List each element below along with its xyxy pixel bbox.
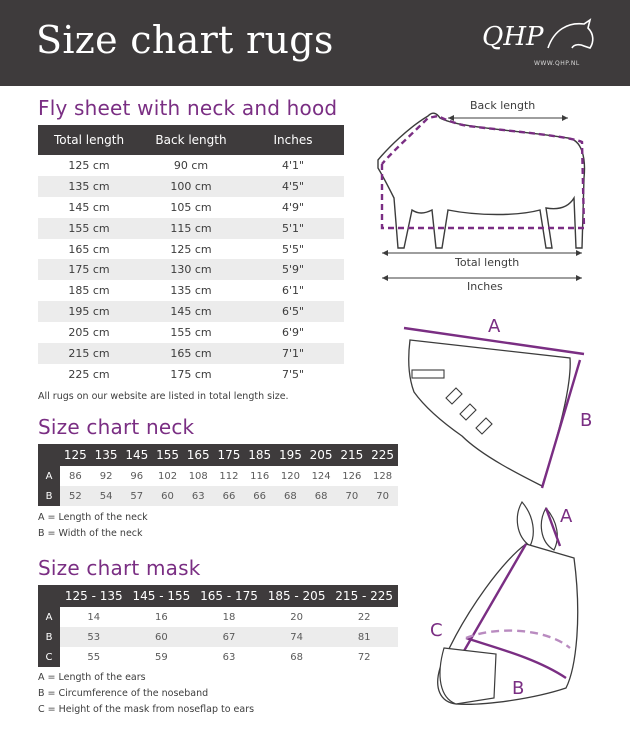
column-header: 125 - 135: [60, 585, 128, 607]
table-cell: 18: [222, 611, 236, 623]
table-cell: 7'5": [281, 367, 305, 381]
neck-legend-b: B = Width of the neck: [38, 528, 143, 539]
neck-letter-b: B: [580, 410, 593, 431]
column-header: 185 - 205: [263, 585, 331, 607]
table-row: [38, 239, 344, 260]
table-cell: 54: [91, 486, 122, 506]
column-header: 125: [60, 444, 91, 466]
table-row: [38, 486, 398, 506]
column-header: 145 - 155: [128, 585, 196, 607]
table-cell: 135 cm: [38, 176, 140, 197]
table-row: [38, 301, 344, 322]
table-cell: 86: [68, 470, 82, 482]
mask-legend-c: C = Height of the mask from noseflap to ears: [38, 704, 255, 715]
table-cell: 115 cm: [140, 218, 242, 239]
corner-cell: [38, 444, 60, 466]
table-cell: 14: [87, 611, 101, 623]
table-cell: 52: [60, 486, 91, 506]
mask-legend-a: A = Length of the ears: [38, 672, 146, 683]
logo-url: WWW.QHP.NL: [534, 60, 580, 67]
table-cell: 6'9": [281, 326, 305, 340]
table-row: [38, 259, 344, 280]
table-cell: 16: [155, 611, 168, 623]
table-cell: 205 cm: [68, 326, 110, 340]
neck-title: Size chart neck: [38, 415, 195, 439]
table-cell: 57: [121, 486, 152, 506]
column-header: 135: [91, 444, 122, 466]
table-row: [38, 647, 398, 667]
table-cell: 175 cm: [170, 367, 212, 381]
table-cell: 7'1": [242, 343, 344, 364]
table-row: [38, 155, 344, 176]
table-row: [38, 607, 398, 627]
back-length-label: Back length: [470, 99, 536, 112]
table-cell: 155 cm: [38, 218, 140, 239]
table-cell: 90 cm: [173, 158, 209, 172]
mask-letter-c: C: [430, 620, 443, 641]
table-cell: 120: [280, 470, 300, 482]
header-bar: [0, 0, 630, 86]
column-header: 215 - 225: [330, 585, 398, 607]
table-cell: 116: [250, 470, 270, 482]
table-cell: 145 cm: [68, 200, 110, 214]
table-row: [38, 176, 344, 197]
table-cell: 112: [219, 470, 239, 482]
table-row: [38, 280, 344, 301]
table-cell: 60: [152, 486, 183, 506]
neck-size-table: [38, 444, 398, 506]
mask-legend-b: B = Circumference of the noseband: [38, 688, 209, 699]
table-cell: 100 cm: [140, 176, 242, 197]
table-cell: 215 cm: [38, 343, 140, 364]
table-cell: 185 cm: [68, 284, 110, 298]
mask-letter-b: B: [512, 678, 525, 699]
table-cell: 4'9": [281, 200, 305, 214]
table-cell: 22: [357, 611, 371, 623]
neck-hood-diagram: [402, 326, 588, 496]
table-cell: 125 cm: [68, 158, 110, 172]
table-cell: 175 cm: [38, 259, 140, 280]
column-header: 225: [367, 444, 398, 466]
column-header: 155: [152, 444, 183, 466]
table-cell: 59: [155, 651, 168, 663]
table-cell: 4'5": [242, 176, 344, 197]
table-cell: 81: [330, 627, 398, 647]
table-row: [38, 218, 344, 239]
table-cell: 66: [214, 486, 245, 506]
table-cell: 74: [263, 627, 331, 647]
table-cell: 5'5": [281, 242, 305, 256]
table-cell: 155 cm: [170, 326, 212, 340]
fly-mask-diagram: [426, 498, 596, 712]
qhp-logo: [482, 18, 602, 74]
column-header: Total length: [38, 125, 140, 155]
column-header: 145: [121, 444, 152, 466]
column-header: 165: [183, 444, 214, 466]
table-cell: 130 cm: [140, 259, 242, 280]
table-cell: 4'1": [281, 158, 305, 172]
table-cell: 63: [183, 486, 214, 506]
fly-sheet-note: All rugs on our website are listed in total length size.: [38, 391, 289, 402]
table-row: [38, 343, 344, 364]
row-label: C: [38, 647, 60, 667]
corner-cell: [38, 585, 60, 607]
mask-size-table: [38, 585, 398, 667]
table-cell: 165 cm: [68, 242, 110, 256]
table-row: [38, 197, 344, 218]
fly-sheet-title: Fly sheet with neck and hood: [38, 96, 338, 120]
page-title: Size chart rugs: [36, 18, 334, 62]
table-cell: 68: [290, 651, 303, 663]
table-row: [38, 364, 344, 385]
table-cell: 105 cm: [170, 200, 212, 214]
mask-letter-a: A: [560, 506, 573, 527]
table-cell: 145 cm: [140, 301, 242, 322]
table-cell: 53: [60, 627, 128, 647]
neck-letter-a: A: [488, 316, 501, 337]
table-cell: 67: [195, 627, 263, 647]
table-cell: 102: [157, 470, 178, 482]
table-cell: 5'9": [242, 259, 344, 280]
table-cell: 20: [290, 611, 303, 623]
table-cell: 68: [275, 486, 306, 506]
table-cell: 124: [311, 470, 331, 482]
column-header: 165 - 175: [195, 585, 263, 607]
table-row: [38, 466, 398, 486]
table-header-row: [38, 125, 344, 155]
row-label: A: [38, 607, 60, 627]
table-cell: 135 cm: [170, 284, 212, 298]
table-cell: 125 cm: [170, 242, 212, 256]
row-label: B: [38, 486, 60, 506]
table-cell: 225 cm: [68, 367, 110, 381]
table-cell: 108: [188, 470, 208, 482]
table-cell: 70: [336, 486, 367, 506]
table-cell: 128: [373, 470, 393, 482]
table-cell: 60: [128, 627, 196, 647]
neck-legend-a: A = Length of the neck: [38, 512, 148, 523]
fly-sheet-table: [38, 125, 344, 385]
table-cell: 195 cm: [38, 301, 140, 322]
table-cell: 55: [87, 651, 101, 663]
table-cell: 5'1": [242, 218, 344, 239]
table-cell: 126: [342, 470, 362, 482]
column-header: 195: [275, 444, 306, 466]
table-cell: 63: [222, 651, 236, 663]
table-cell: 68: [306, 486, 337, 506]
table-cell: 92: [99, 470, 113, 482]
table-cell: 165 cm: [140, 343, 242, 364]
mask-title: Size chart mask: [38, 556, 201, 580]
column-header: 185: [244, 444, 275, 466]
table-cell: 66: [244, 486, 275, 506]
table-cell: 6'5": [242, 301, 344, 322]
column-header: Back length: [140, 125, 242, 155]
table-cell: 6'1": [281, 284, 305, 298]
table-row: [38, 322, 344, 343]
total-length-label: Total length: [455, 256, 520, 269]
table-cell: 72: [357, 651, 371, 663]
column-header: 215: [336, 444, 367, 466]
table-cell: 96: [130, 470, 144, 482]
row-label: B: [38, 627, 60, 647]
table-row: [38, 627, 398, 647]
logo-text: QHP: [482, 22, 544, 52]
horse-head-logo-icon: [544, 18, 596, 60]
table-cell: 70: [367, 486, 398, 506]
row-label: A: [38, 466, 60, 486]
inches-label: Inches: [467, 280, 503, 293]
column-header: 175: [214, 444, 245, 466]
column-header: 205: [306, 444, 337, 466]
column-header: Inches: [242, 125, 344, 155]
